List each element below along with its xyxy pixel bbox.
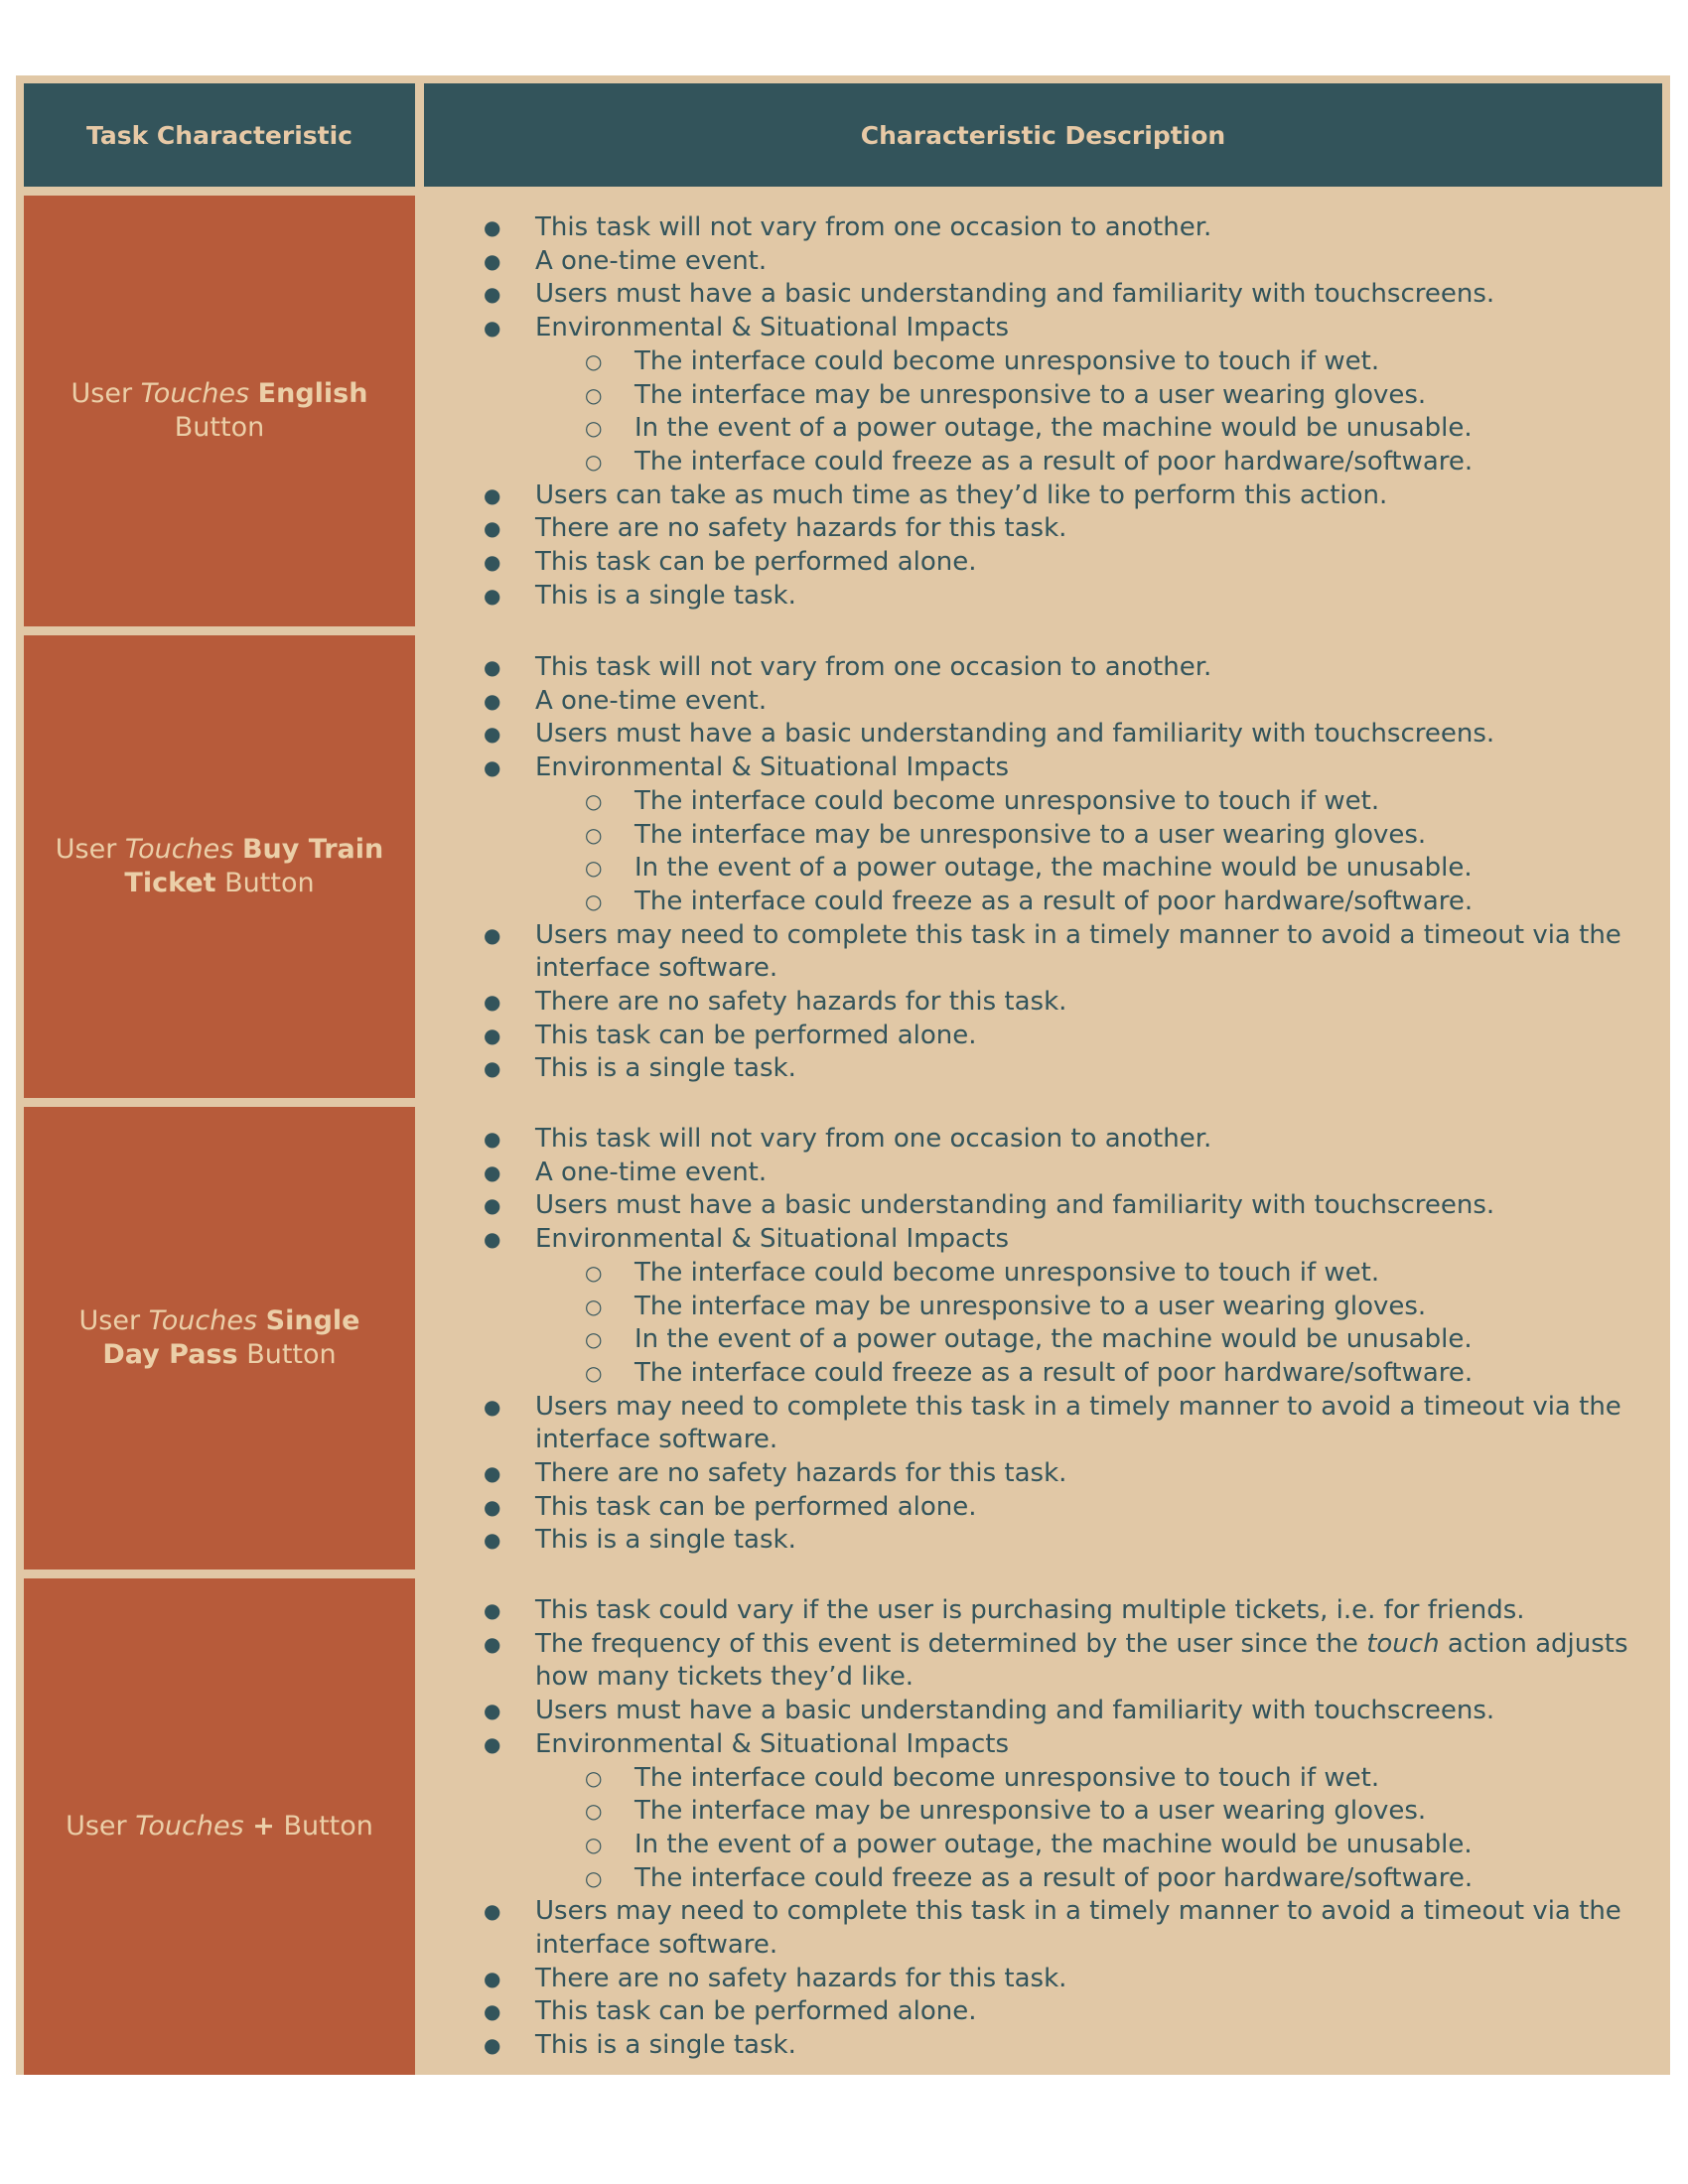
- sub-list-item: ○ The interface could become unresponsive to touch if wet.: [535, 1762, 1650, 1796]
- description-list: [484, 1123, 1650, 1558]
- sub-list-item: ○ In the event of a power outage, the machine would be unusable.: [535, 412, 1650, 446]
- task-cell: [24, 635, 415, 1098]
- list-item: ● This task will not vary from one occasion to another.: [484, 1123, 1650, 1157]
- header-task-characteristic: Task Characteristic: [24, 83, 415, 187]
- list-item: ● There are no safety hazards for this task.: [484, 1457, 1650, 1491]
- list-item: ● This task will not vary from one occasion to another.: [484, 211, 1650, 245]
- sub-list: [535, 345, 1650, 479]
- list-item: ● Users must have a basic understanding and familiarity with touchscreens.: [484, 278, 1650, 312]
- description-list: [484, 651, 1650, 1086]
- list-item: ● A one-time event.: [484, 1157, 1650, 1190]
- list-item: ● Users must have a basic understanding and familiarity with touchscreens.: [484, 1695, 1650, 1728]
- description-cell: [424, 1107, 1662, 1570]
- table-row: [24, 1107, 1662, 1570]
- sub-list-item: ○ The interface could freeze as a result of poor hardware/software.: [535, 1862, 1650, 1896]
- list-item: ● Users may need to complete this task in a timely manner to avoid a timeout via the interface software.: [484, 1391, 1650, 1457]
- task-label: User Touches + Button: [66, 1811, 373, 1842]
- sub-list: [535, 1257, 1650, 1391]
- task-label: User Touches English Button: [70, 378, 368, 443]
- list-item: ● Users must have a basic understanding and familiarity with touchscreens.: [484, 1189, 1650, 1223]
- sub-list-item: ○ In the event of a power outage, the machine would be unusable.: [535, 1829, 1650, 1862]
- sub-list: [535, 1762, 1650, 1896]
- sub-list-item: ○ The interface could become unresponsive to touch if wet.: [535, 345, 1650, 379]
- sub-list-item: ○ The interface may be unresponsive to a user wearing gloves.: [535, 819, 1650, 853]
- list-item: ● This task can be performed alone.: [484, 1491, 1650, 1525]
- list-item: ● Environmental & Situational Impacts ○ The interface could become unresponsive to touch if wet. ○ The interface may be unresponsive to a user wearing gloves. ○ In the event of a power outage, the machine would be unusable. ○ The interface could freeze as a result of poor hardware/software.: [484, 1223, 1650, 1391]
- list-item: ● Users must have a basic understanding and familiarity with touchscreens.: [484, 718, 1650, 751]
- sub-list-item: ○ In the event of a power outage, the machine would be unusable.: [535, 852, 1650, 886]
- list-item: ● This is a single task.: [484, 1052, 1650, 1086]
- list-item: ● This task will not vary from one occasion to another.: [484, 651, 1650, 685]
- list-item: ● There are no safety hazards for this task.: [484, 512, 1650, 546]
- description-list: [484, 211, 1650, 613]
- sub-list-item: ○ The interface could freeze as a result of poor hardware/software.: [535, 1357, 1650, 1391]
- table-row: [24, 196, 1662, 626]
- task-cell: [24, 1578, 415, 2075]
- task-cell: [24, 196, 415, 626]
- list-item: ● The frequency of this event is determined by the user since the touch action adjusts how many tickets they’d like.: [484, 1628, 1650, 1695]
- list-item: ● There are no safety hazards for this task.: [484, 1963, 1650, 1996]
- list-item: ● This is a single task.: [484, 2029, 1650, 2063]
- table-row: [24, 1578, 1662, 2075]
- description-cell: [424, 635, 1662, 1098]
- task-characteristics-table: [16, 75, 1670, 2075]
- table-row: [24, 635, 1662, 1098]
- task-cell: [24, 1107, 415, 1570]
- task-label: User Touches Buy Train Ticket Button: [55, 834, 384, 898]
- sub-list-item: ○ The interface may be unresponsive to a user wearing gloves.: [535, 1291, 1650, 1324]
- list-item: ● There are no safety hazards for this task.: [484, 986, 1650, 1020]
- list-item: ● Environmental & Situational Impacts ○ The interface could become unresponsive to touch if wet. ○ The interface may be unresponsive to a user wearing gloves. ○ In the event of a power outage, the machine would be unusable. ○ The interface could freeze as a result of poor hardware/software.: [484, 751, 1650, 919]
- list-item: ● Users may need to complete this task in a timely manner to avoid a timeout via the interface software.: [484, 1895, 1650, 1962]
- sub-list-item: ○ In the event of a power outage, the machine would be unusable.: [535, 1323, 1650, 1357]
- task-label: User Touches Single Day Pass Button: [78, 1305, 360, 1370]
- description-list: [484, 1594, 1650, 2063]
- sub-list-item: ○ The interface could freeze as a result of poor hardware/software.: [535, 886, 1650, 919]
- sub-list-item: ○ The interface may be unresponsive to a user wearing gloves.: [535, 379, 1650, 413]
- list-item: ● Users may need to complete this task in a timely manner to avoid a timeout via the interface software.: [484, 919, 1650, 986]
- list-item: ● Users can take as much time as they’d like to perform this action.: [484, 479, 1650, 513]
- sub-list-item: ○ The interface could become unresponsive to touch if wet.: [535, 785, 1650, 819]
- table-header-row: [24, 83, 1662, 187]
- list-item: ● This is a single task.: [484, 1524, 1650, 1558]
- sub-list: [535, 785, 1650, 919]
- list-item: ● Environmental & Situational Impacts ○ The interface could become unresponsive to touch if wet. ○ The interface may be unresponsive to a user wearing gloves. ○ In the event of a power outage, the machine would be unusable. ○ The interface could freeze as a result of poor hardware/software.: [484, 1728, 1650, 1896]
- list-item: ● This task can be performed alone.: [484, 546, 1650, 580]
- list-item: ● This task can be performed alone.: [484, 1020, 1650, 1053]
- description-cell: [424, 1578, 1662, 2075]
- list-item: ● This task could vary if the user is purchasing multiple tickets, i.e. for friends.: [484, 1594, 1650, 1628]
- list-item: ● A one-time event.: [484, 685, 1650, 719]
- list-item: ● This task can be performed alone.: [484, 1995, 1650, 2029]
- sub-list-item: ○ The interface may be unresponsive to a user wearing gloves.: [535, 1795, 1650, 1829]
- list-item: ● Environmental & Situational Impacts ○ The interface could become unresponsive to touch if wet. ○ The interface may be unresponsive to a user wearing gloves. ○ In the event of a power outage, the machine would be unusable. ○ The interface could freeze as a result of poor hardware/software.: [484, 312, 1650, 479]
- description-cell: [424, 196, 1662, 626]
- sub-list-item: ○ The interface could freeze as a result of poor hardware/software.: [535, 446, 1650, 479]
- header-characteristic-description: Characteristic Description: [424, 83, 1662, 187]
- list-item: ● A one-time event.: [484, 245, 1650, 279]
- sub-list-item: ○ The interface could become unresponsive to touch if wet.: [535, 1257, 1650, 1291]
- list-item: ● This is a single task.: [484, 580, 1650, 614]
